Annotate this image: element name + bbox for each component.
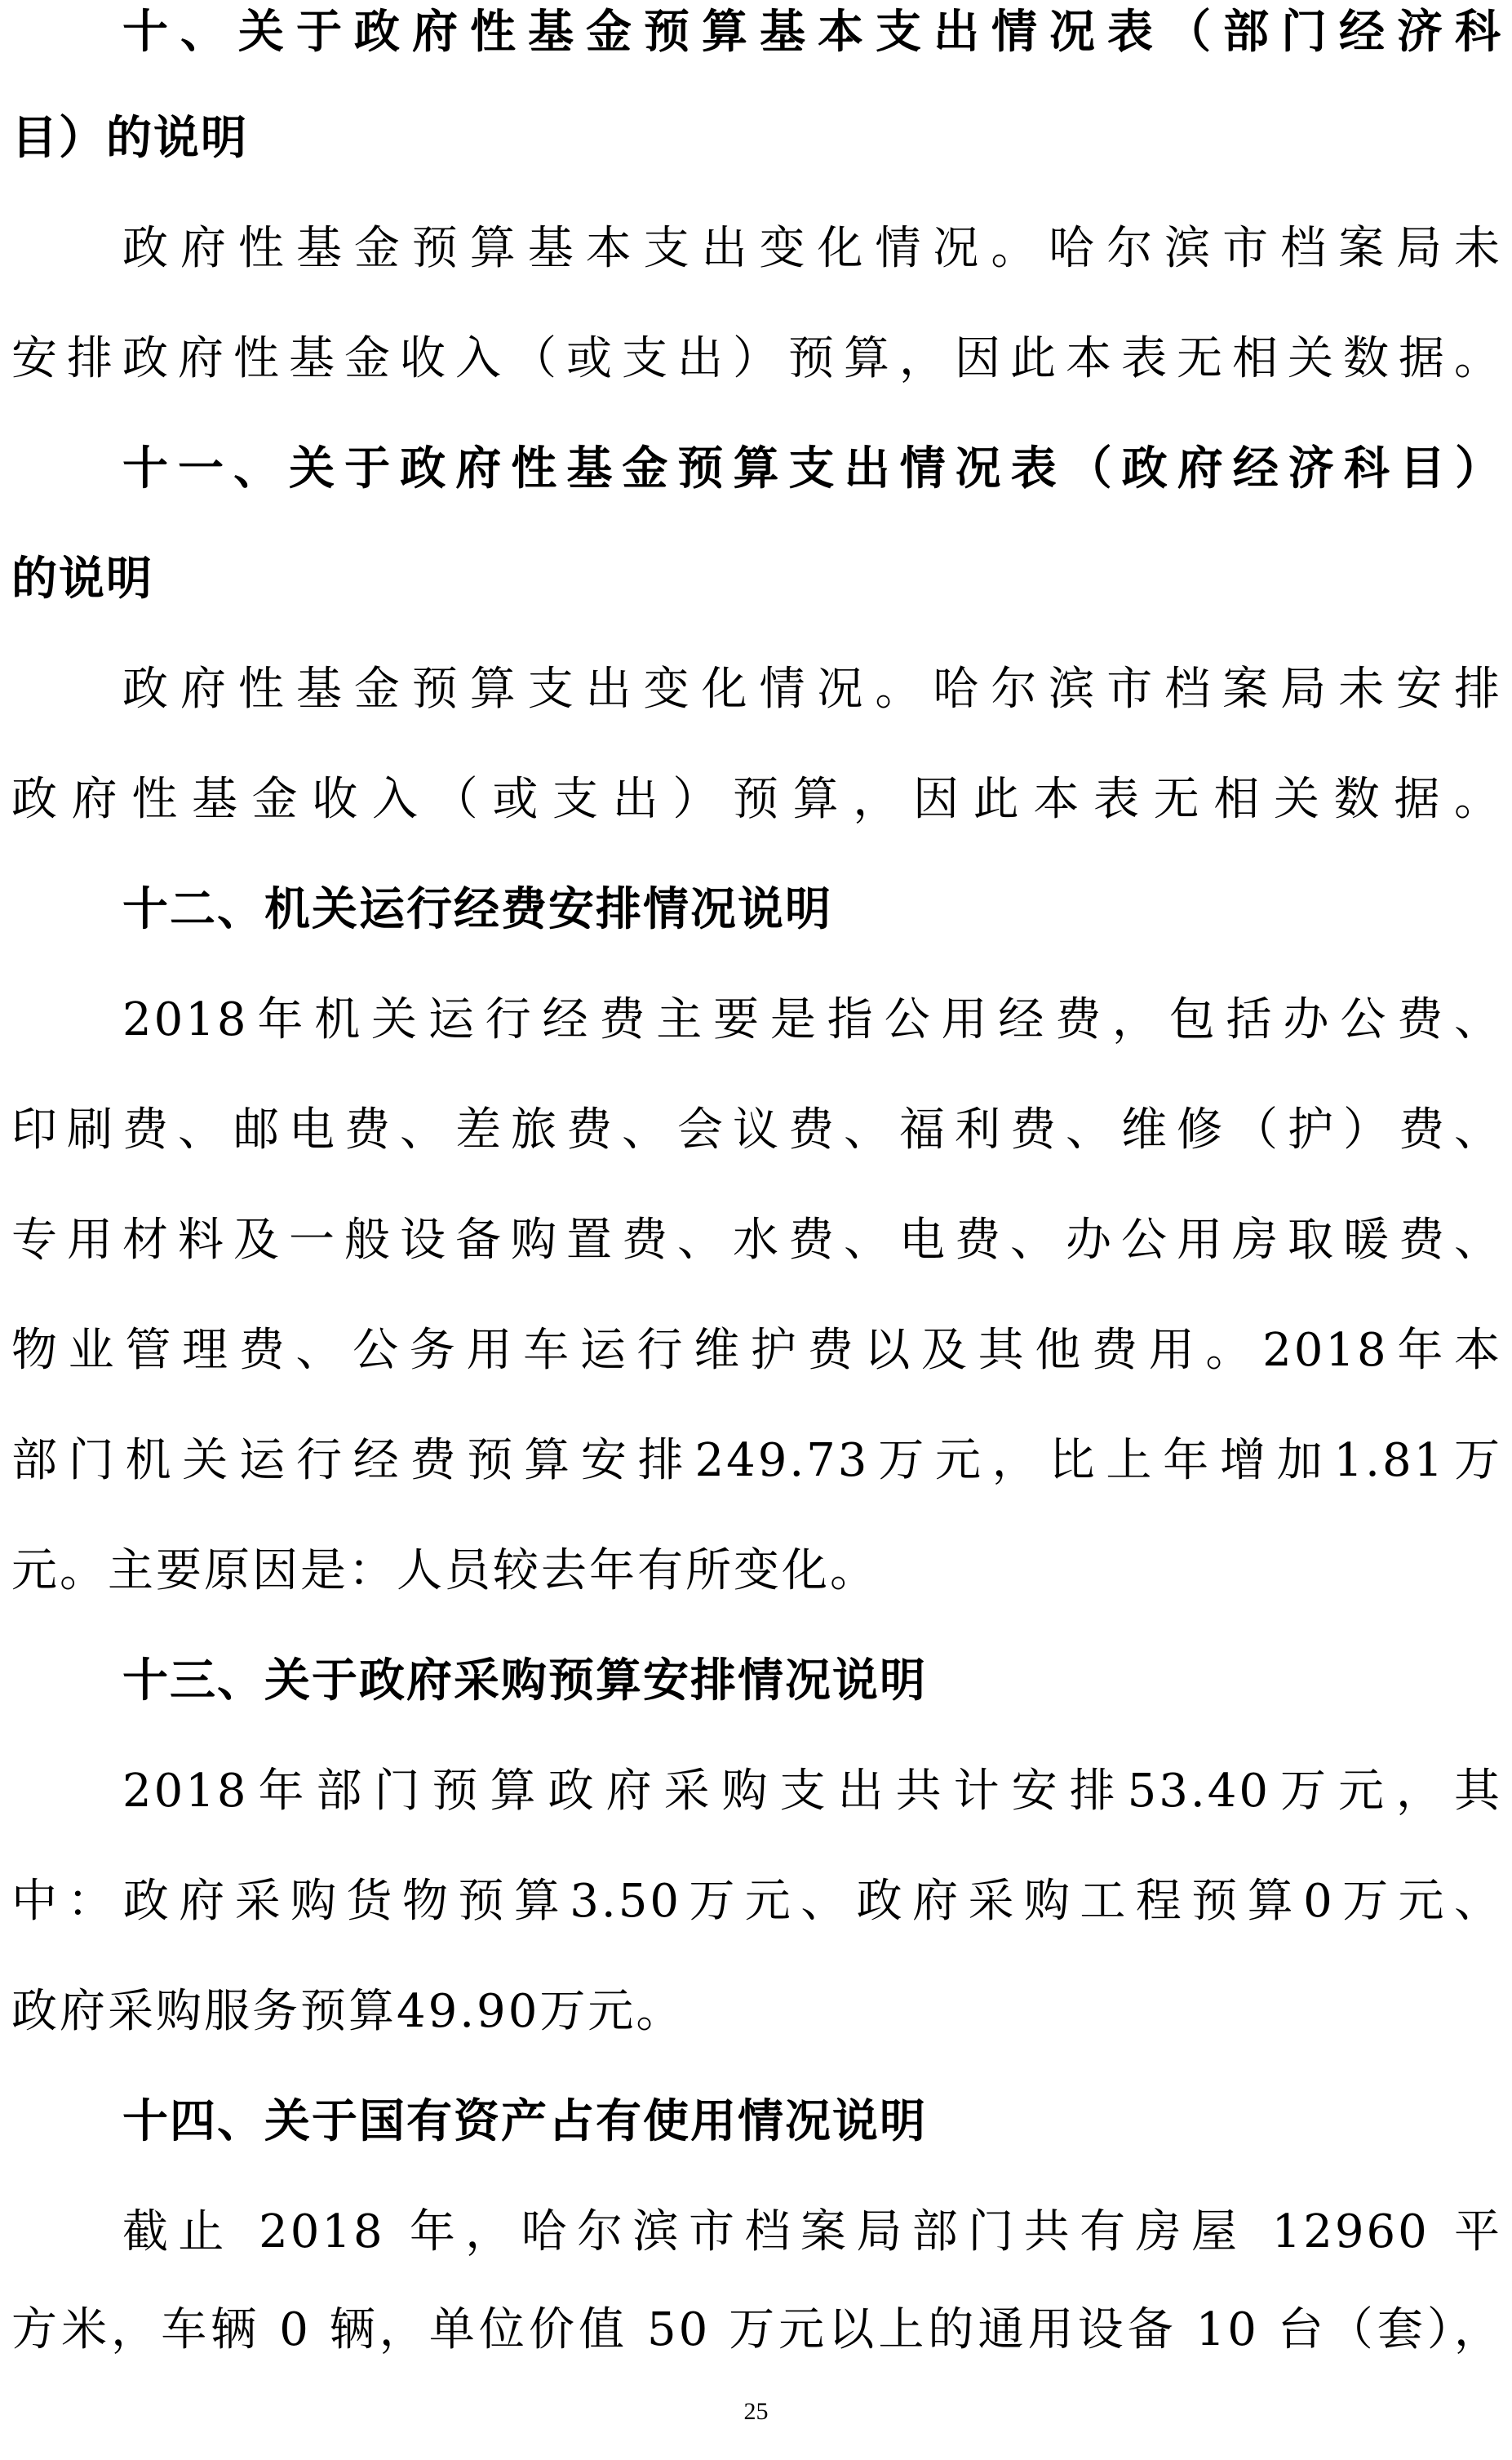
section-12-body-line-5: 部门机关运行经费预算安排249.73万元，比上年增加1.81万 [11,1434,1502,1487]
section-10-body-line-1: 政府性基金预算基本支出变化情况。哈尔滨市档案局未 [122,222,1502,275]
section-13-heading: 十三、关于政府采购预算安排情况说明 [122,1654,927,1707]
section-11-heading-line-2: 的说明 [11,553,153,606]
section-10-body-line-2: 安排政府性基金收入（或支出）预算，因此本表无相关数据。 [11,332,1502,385]
section-12-body-line-1: 2018年机关运行经费主要是指公用经费，包括办公费、 [122,993,1502,1046]
section-11-heading-line-1: 十一、关于政府性基金预算支出情况表（政府经济科目） [122,442,1502,495]
section-11-body-line-2: 政府性基金收入（或支出）预算，因此本表无相关数据。 [11,773,1502,826]
section-13-body-line-2: 中：政府采购货物预算3.50万元、政府采购工程预算0万元、 [11,1875,1502,1928]
section-14-heading: 十四、关于国有资产占有使用情况说明 [122,2095,927,2148]
section-10-heading-line-2: 目）的说明 [11,112,248,165]
section-12-body-line-4: 物业管理费、公务用车运行维护费以及其他费用。2018年本 [11,1324,1502,1377]
section-11-body-line-1: 政府性基金预算支出变化情况。哈尔滨市档案局未安排 [122,663,1502,716]
section-10-heading-line-1: 十、关于政府性基金预算基本支出情况表（部门经济科 [122,6,1502,59]
section-13-body-line-1: 2018年部门预算政府采购支出共计安排53.40万元，其 [122,1765,1502,1818]
section-14-body-line-2: 方米，车辆 0 辆，单位价值 50 万元以上的通用设备 10 台（套）， [11,2303,1502,2356]
section-12-heading: 十二、机关运行经费安排情况说明 [122,883,832,936]
section-13-body-line-3: 政府采购服务预算49.90万元。 [11,1985,685,2038]
section-12-body-line-2: 印刷费、邮电费、差旅费、会议费、福利费、维修（护）费、 [11,1103,1502,1157]
page-number: 25 [743,2398,769,2425]
section-12-body-line-6: 元。主要原因是：人员较去年有所变化。 [11,1544,878,1597]
section-12-body-line-3: 专用材料及一般设备购置费、水费、电费、办公用房取暖费、 [11,1214,1502,1267]
section-14-body-line-1: 截止 2018 年，哈尔滨市档案局部门共有房屋 12960 平 [122,2205,1502,2258]
